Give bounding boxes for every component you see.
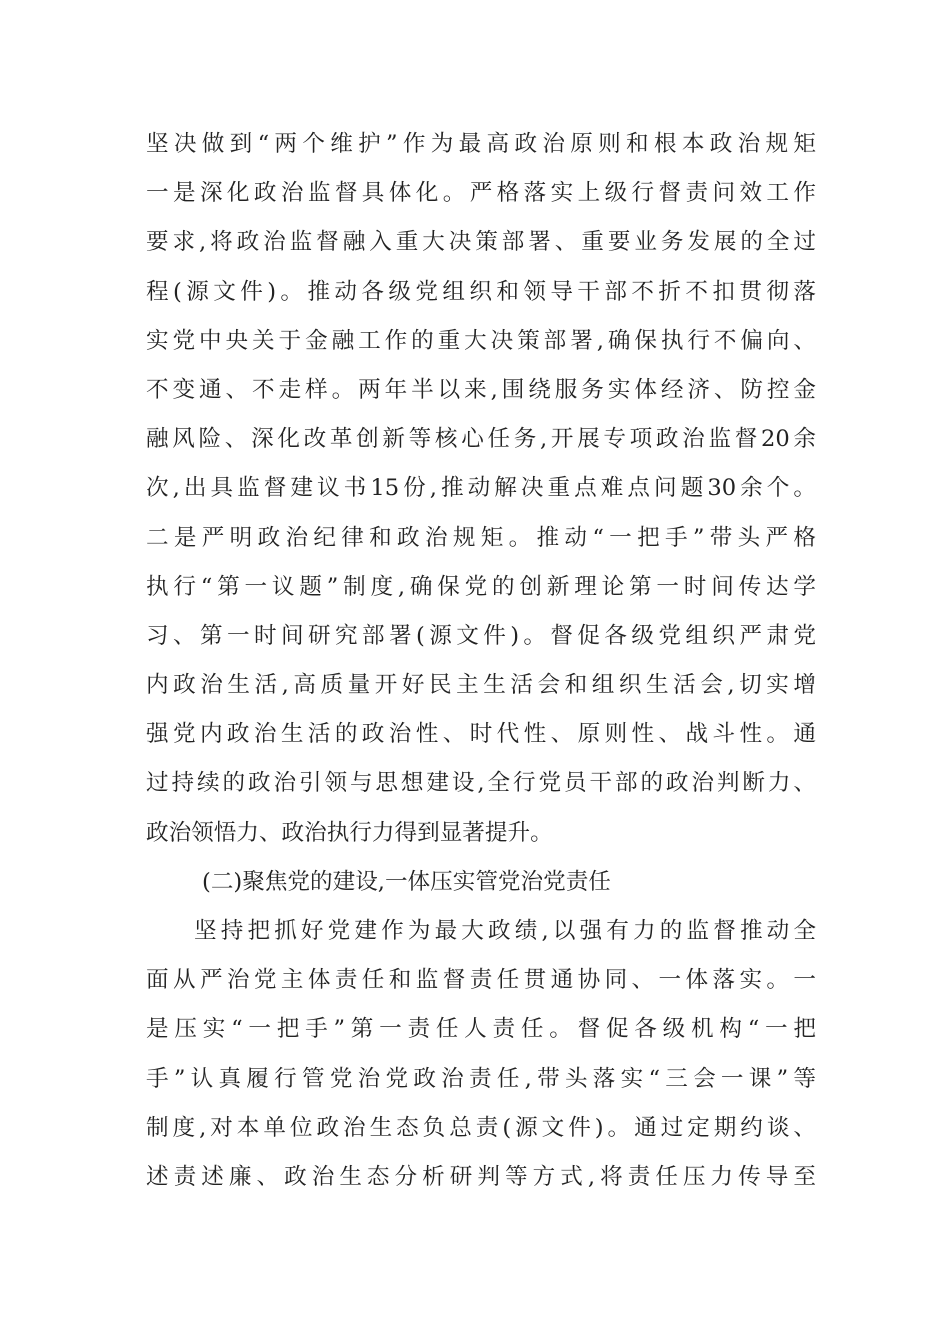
text-line: 二是严明政治纪律和政治规矩。推动“一把手”带头严格 [146,524,816,551]
document-body [146,120,816,1202]
text-line: 手”认真履行管党治党政治责任,带头落实“三会一课”等 [146,1065,816,1092]
text-line: 程(源文件)。推动各级党组织和领导干部不折不扣贯彻落 [146,278,816,305]
text-line: 一是深化政治监督具体化。严格落实上级行督责问效工作 [146,180,816,207]
text-line: 坚持把抓好党建作为最大政绩,以强有力的监督推动全 [194,918,816,944]
text-line: 实党中央关于金融工作的重大决策部署,确保执行不偏向、 [146,327,816,354]
text-line: 坚决做到“两个维护”作为最高政治原则和根本政治规矩 [146,131,816,157]
text-line: 融风险、深化改革创新等核心任务,开展专项政治监督20余 [146,426,816,453]
text-line: 是压实“一把手”第一责任人责任。督促各级机构“一把 [146,1016,816,1043]
text-line: 次,出具监督建议书15份,推动解决重点难点问题30余个。 [146,475,816,502]
text-line: 要求,将政治监督融入重大决策部署、重要业务发展的全过 [146,229,816,256]
section-heading: (二)聚焦党的建设,一体压实管党治党责任 [202,868,611,895]
text-line: 执行“第一议题”制度,确保党的创新理论第一时间传达学 [146,573,816,600]
text-line: 述责述廉、政治生态分析研判等方式,将责任压力传导至 [146,1163,816,1190]
text-line: 面从严治党主体责任和监督责任贯通协同、一体落实。一 [146,967,816,994]
text-line: 强党内政治生活的政治性、时代性、原则性、战斗性。通 [146,721,816,748]
text-line: 政治领悟力、政治执行力得到显著提升。 [146,819,553,846]
text-line: 制度,对本单位政治生态负总责(源文件)。通过定期约谈、 [146,1114,816,1141]
text-line: 内政治生活,高质量开好民主生活会和组织生活会,切实增 [146,672,816,699]
text-line: 不变通、不走样。两年半以来,围绕服务实体经济、防控金 [146,376,816,403]
text-line: 过持续的政治引领与思想建设,全行党员干部的政治判断力、 [146,770,816,797]
text-line: 习、第一时间研究部署(源文件)。督促各级党组织严肃党 [146,622,816,649]
